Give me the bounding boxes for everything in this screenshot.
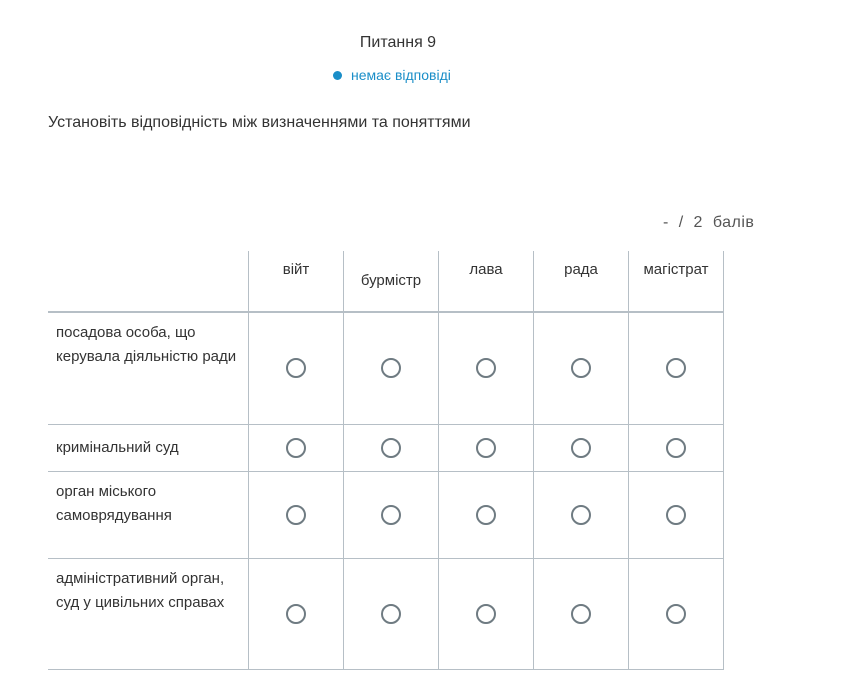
column-header: лава <box>439 251 534 312</box>
matrix-row <box>48 471 724 558</box>
row-label: адміністративний орган, суд у цивільних справах <box>48 558 249 669</box>
row-label: посадова особа, що керувала діяльністю ради <box>48 312 249 424</box>
radio-button[interactable] <box>381 505 401 525</box>
matrix-header-row <box>48 251 724 312</box>
matrix-row <box>48 424 724 471</box>
matrix-corner <box>48 251 249 312</box>
row-label: орган міського самоврядування <box>48 471 249 558</box>
radio-button[interactable] <box>571 358 591 378</box>
matrix-row <box>48 312 724 424</box>
radio-button[interactable] <box>381 358 401 378</box>
question-text: Установіть відповідність між визначеннями та поняттями <box>48 114 471 131</box>
matrix-row <box>48 558 724 669</box>
radio-button[interactable] <box>286 438 306 458</box>
radio-button[interactable] <box>571 438 591 458</box>
radio-button[interactable] <box>381 438 401 458</box>
column-header: рада <box>534 251 629 312</box>
answer-status <box>333 67 451 83</box>
radio-button[interactable] <box>571 604 591 624</box>
radio-button[interactable] <box>286 358 306 378</box>
radio-button[interactable] <box>666 438 686 458</box>
radio-button[interactable] <box>476 358 496 378</box>
radio-button[interactable] <box>476 604 496 624</box>
radio-button[interactable] <box>666 505 686 525</box>
column-header: бурмістр <box>344 251 439 312</box>
status-dot-icon <box>333 71 342 80</box>
radio-button[interactable] <box>381 604 401 624</box>
radio-button[interactable] <box>666 604 686 624</box>
column-header: магістрат <box>629 251 724 312</box>
matching-matrix <box>48 251 724 670</box>
radio-button[interactable] <box>476 505 496 525</box>
row-label: кримінальний суд <box>48 424 249 471</box>
radio-button[interactable] <box>476 438 496 458</box>
radio-button[interactable] <box>286 604 306 624</box>
column-header: війт <box>249 251 344 312</box>
answer-status-label: немає відповіді <box>351 67 451 83</box>
radio-button[interactable] <box>286 505 306 525</box>
question-title: Питання 9 <box>359 34 437 51</box>
radio-button[interactable] <box>666 358 686 378</box>
radio-button[interactable] <box>571 505 591 525</box>
score-label: - / 2 балів <box>663 214 755 231</box>
